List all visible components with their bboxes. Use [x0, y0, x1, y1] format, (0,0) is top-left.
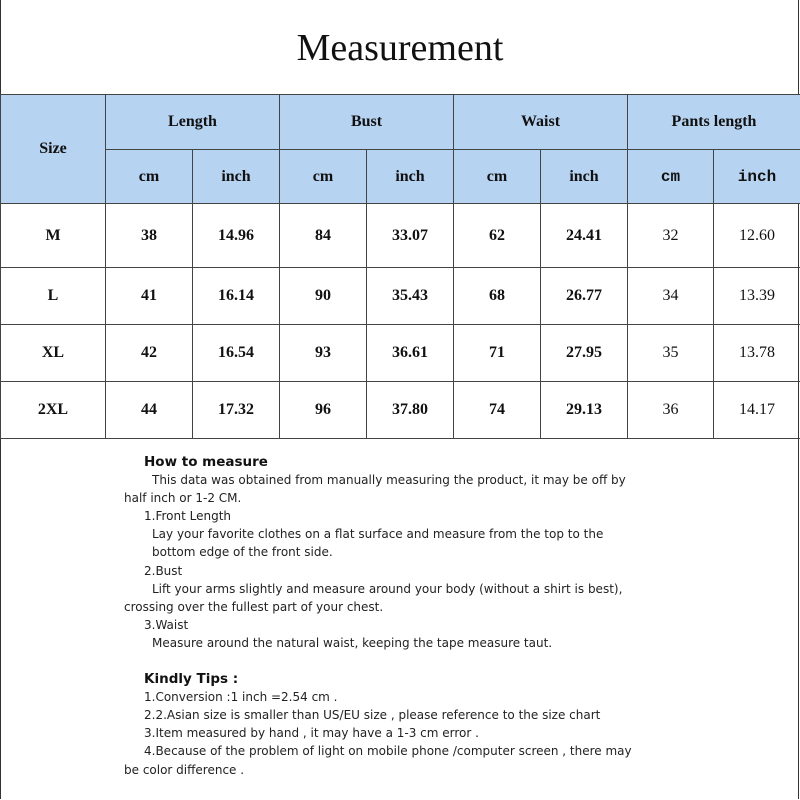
value-cell: 37.80	[367, 382, 454, 439]
value-cell: 93	[280, 325, 367, 382]
value-cell: 26.77	[541, 268, 628, 325]
value-cell: 84	[280, 204, 367, 268]
unit-header: inch	[541, 150, 628, 204]
tip-item: 2.2.Asian size is smaller than US/EU size , please reference to the size chart	[144, 708, 601, 723]
value-cell: 12.60	[714, 204, 800, 268]
group-header-pants-length: Pants length	[628, 95, 800, 150]
kindly-tips-heading: Kindly Tips :	[144, 671, 239, 688]
page-title: Measurement	[296, 27, 504, 69]
value-cell: 17.32	[193, 382, 280, 439]
table-row	[1, 268, 800, 325]
value-cell: 33.07	[367, 204, 454, 268]
value-cell: 34	[628, 268, 714, 325]
size-cell: XL	[1, 325, 106, 382]
value-cell: 29.13	[541, 382, 628, 439]
value-cell: 74	[454, 382, 541, 439]
size-cell: 2XL	[1, 382, 106, 439]
value-cell: 13.39	[714, 268, 800, 325]
bust-title: 2.Bust	[144, 563, 183, 578]
value-cell: 41	[106, 268, 193, 325]
value-cell: 32	[628, 204, 714, 268]
size-cell: M	[1, 204, 106, 268]
value-cell: 71	[454, 325, 541, 382]
unit-header: cm	[628, 150, 714, 204]
value-cell: 68	[454, 268, 541, 325]
waist-text: Measure around the natural waist, keeping the tape measure taut.	[152, 635, 553, 650]
unit-header: cm	[280, 150, 367, 204]
value-cell: 16.54	[193, 325, 280, 382]
value-cell: 14.17	[714, 382, 800, 439]
size-chart-table	[0, 94, 800, 439]
value-cell: 35.43	[367, 268, 454, 325]
front-length-title: 1.Front Length	[144, 509, 232, 524]
value-cell: 14.96	[193, 204, 280, 268]
unit-header: cm	[454, 150, 541, 204]
value-cell: 42	[106, 325, 193, 382]
tip-item: 3.Item measured by hand , it may have a 1-3 cm error .	[144, 726, 479, 741]
value-cell: 96	[280, 382, 367, 439]
bust-text: crossing over the fullest part of your chest.	[124, 599, 384, 614]
value-cell: 27.95	[541, 325, 628, 382]
intro-line: half inch or 1-2 CM.	[124, 491, 242, 506]
how-to-measure-heading: How to measure	[144, 454, 268, 470]
intro-line: This data was obtained from manually measuring the product, it may be off by	[152, 473, 626, 488]
waist-title: 3.Waist	[144, 617, 189, 632]
unit-header: inch	[193, 150, 280, 204]
group-header-length: Length	[106, 95, 280, 150]
value-cell: 36	[628, 382, 714, 439]
value-cell: 16.14	[193, 268, 280, 325]
value-cell: 36.61	[367, 325, 454, 382]
value-cell: 24.41	[541, 204, 628, 268]
measurement-notes	[124, 453, 784, 779]
size-cell: L	[1, 268, 106, 325]
value-cell: 44	[106, 382, 193, 439]
tip-item: 4.Because of the problem of light on mobile phone /computer screen , there may	[144, 744, 632, 759]
table-row	[1, 325, 800, 382]
value-cell: 62	[454, 204, 541, 268]
front-length-text: bottom edge of the front side.	[152, 545, 333, 560]
value-cell: 35	[628, 325, 714, 382]
group-header-bust: Bust	[280, 95, 454, 150]
size-header: Size	[1, 95, 106, 204]
table-row	[1, 204, 800, 268]
bust-text: Lift your arms slightly and measure around your body (without a shirt is best),	[152, 581, 623, 596]
group-header-waist: Waist	[454, 95, 628, 150]
front-length-text: Lay your favorite clothes on a flat surface and measure from the top to the	[152, 527, 604, 542]
table-row	[1, 382, 800, 439]
value-cell: 38	[106, 204, 193, 268]
value-cell: 13.78	[714, 325, 800, 382]
value-cell: 90	[280, 268, 367, 325]
tip-item: 1.Conversion :1 inch =2.54 cm .	[144, 690, 338, 705]
unit-header: inch	[367, 150, 454, 204]
unit-header: inch	[714, 150, 800, 204]
unit-header: cm	[106, 150, 193, 204]
tip-item: be color difference .	[124, 762, 245, 777]
